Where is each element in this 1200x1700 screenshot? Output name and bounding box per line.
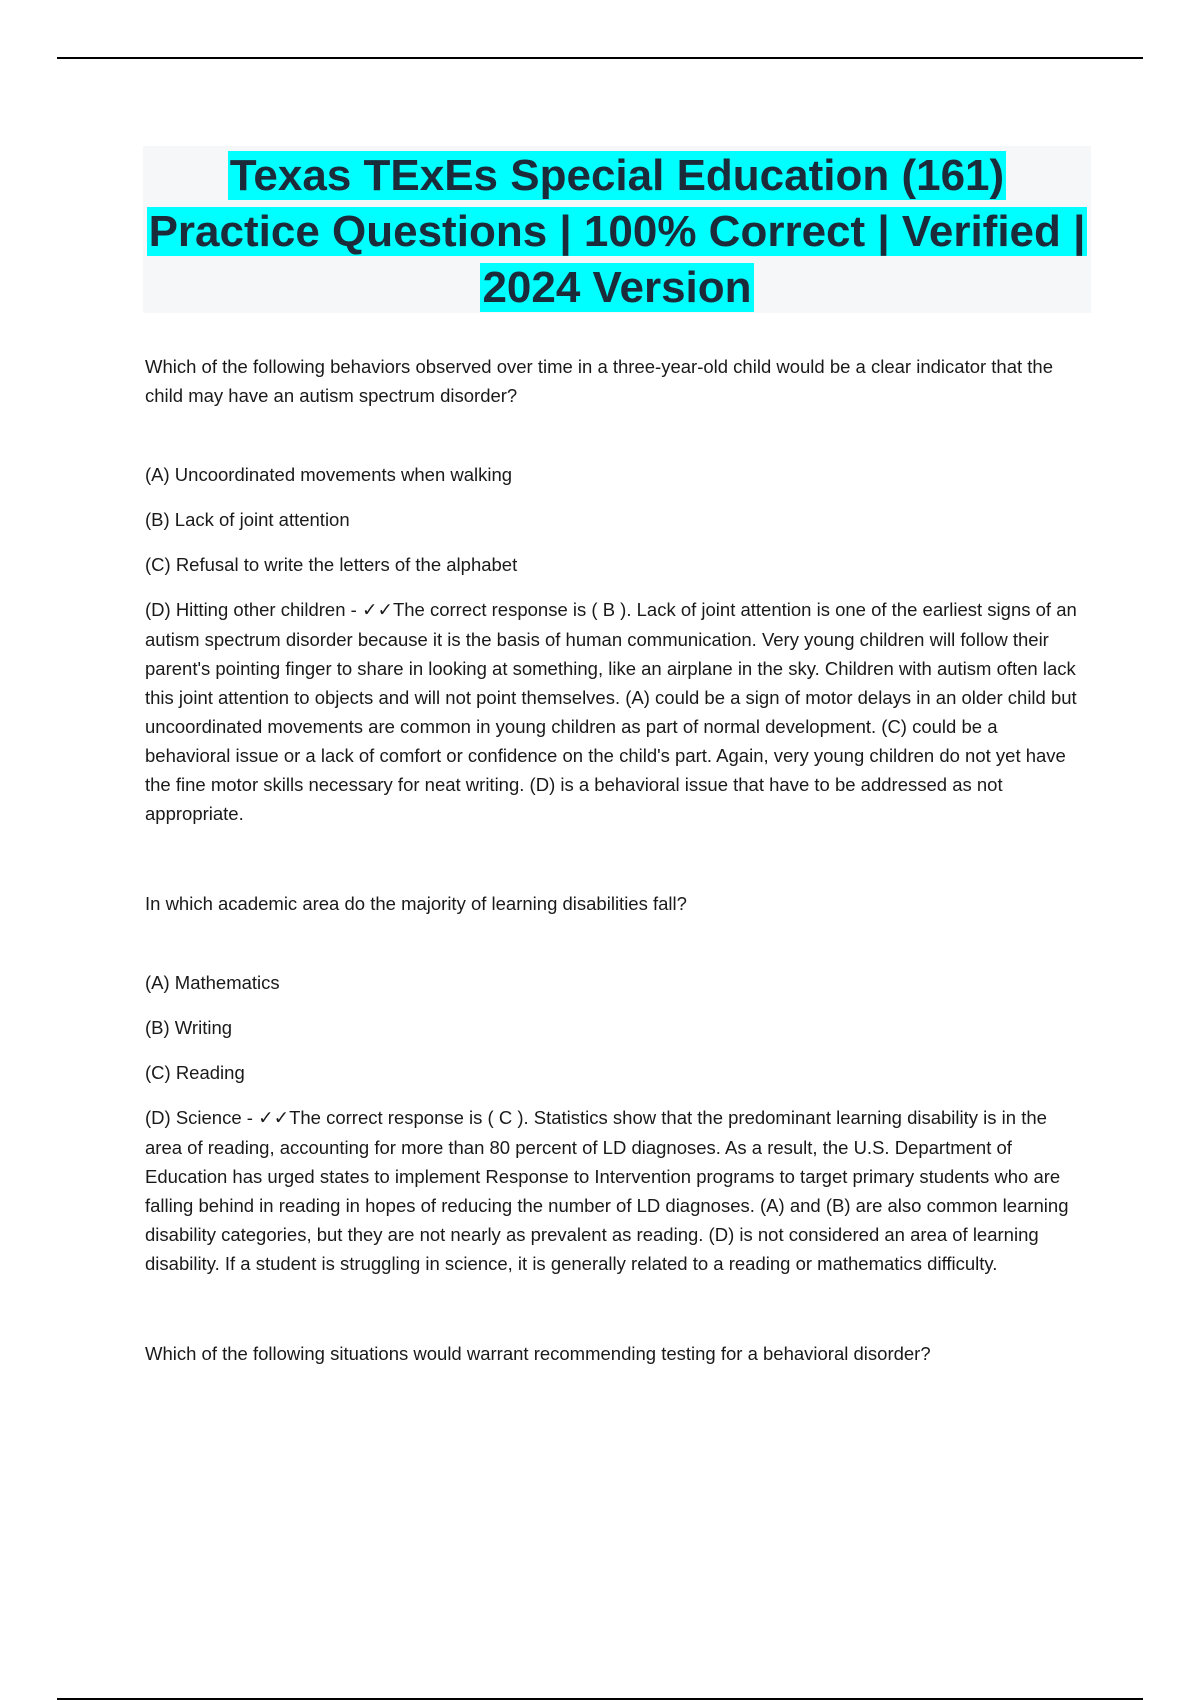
question-2-option-c: (C) Reading: [145, 1062, 245, 1083]
question-2-option-d: (D) Science -: [145, 1107, 259, 1128]
top-rule: [57, 57, 1143, 59]
question-1-answer: [145, 595, 1087, 828]
question-2-option-a: (A) Mathematics: [145, 972, 280, 993]
question-2-explanation: The correct response is ( C ). Statistics show that the predominant learning disability is in the area of reading, accounting for more than 80 percent of LD diagnoses. As a result, the U.S. Department of Education has urged states to implement Response to Intervention programs to target primary students who are falling behind in reading in hopes of reducing the number of LD diagnoses. (A) and (B) are also common learning disability categories, but they are not nearly as prevalent as reading. (D) is not considered an area of learning disability. If a student is struggling in science, it is generally related to a reading or mathematics difficulty.: [145, 1107, 1069, 1274]
check-mark-icon: ✓✓: [361, 600, 393, 621]
question-2-text: In which academic area do the majority of learning disabilities fall?: [145, 893, 687, 914]
document-title: [143, 146, 1091, 316]
question-2-answer: [145, 1103, 1087, 1278]
question-2-option-b: (B) Writing: [145, 1017, 233, 1038]
title-box: [143, 146, 1091, 313]
question-1-text: Which of the following behaviors observed over time in a three-year-old child would be a clear indicator that the child may have an autism spectrum disorder?: [145, 356, 1054, 406]
question-1-option-d: (D) Hitting other children -: [145, 599, 362, 620]
document-body: [145, 352, 1087, 1368]
check-mark-icon: ✓✓: [258, 1108, 290, 1129]
question-1-option-b: (B) Lack of joint attention: [145, 509, 350, 530]
question-1-explanation: The correct response is ( B ). Lack of joint attention is one of the earliest signs of an autism spectrum disorder because it is the basis of human communication. Very young children will follow their parent's pointing finger to share in looking at something, like an airplane in the sky. Children with autism often lack this joint attention to objects and will not point themselves. (A) could be a sign of motor delays in an older child but uncoordinated movements are common in young children as part of normal development. (C) could be a behavioral issue or a lack of comfort or confidence on the child's part. Again, very young children do not yet have the fine motor skills necessary for neat writing. (D) is a behavioral issue that have to be addressed as not appropriate.: [145, 599, 1077, 824]
question-1-option-c: (C) Refusal to write the letters of the alphabet: [145, 554, 518, 575]
title-highlight: Texas TExEs Special Education (161) Practice Questions | 100% Correct | Verified | 2024 Version: [148, 151, 1086, 312]
question-3-text: Which of the following situations would warrant recommending testing for a behavioral disorder?: [145, 1343, 931, 1364]
question-1-option-a: (A) Uncoordinated movements when walking: [145, 464, 513, 485]
